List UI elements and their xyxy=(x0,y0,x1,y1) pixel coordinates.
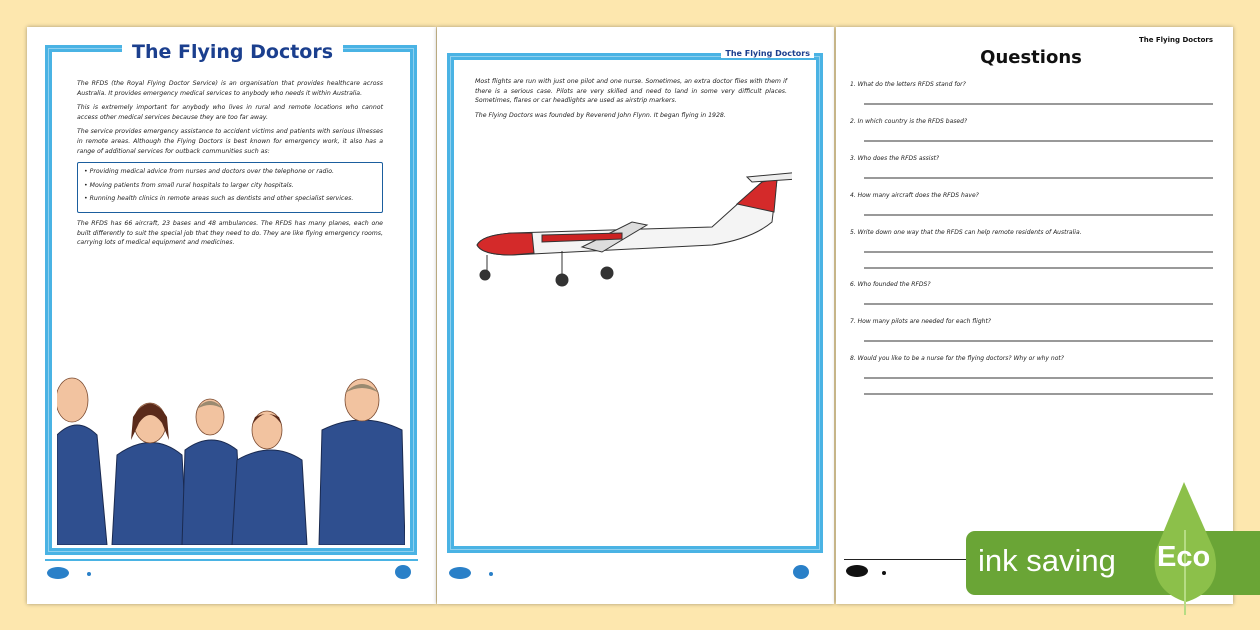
footer-rule xyxy=(844,559,974,560)
worksheet-page-1 xyxy=(27,27,436,604)
page-header: The Flying Doctors xyxy=(1138,36,1213,44)
article-text xyxy=(475,77,787,125)
bullet-item: • Moving patients from small rural hospitals to larger city hospitals. xyxy=(84,181,294,189)
footer-rule xyxy=(455,551,816,553)
question: 4. How many aircraft does the RFDS have? xyxy=(850,192,979,199)
question: 5. Write down one way that the RFDS can help remote residents of Australia. xyxy=(850,229,1082,236)
airplane-illustration xyxy=(472,167,792,292)
page-title: The Flying Doctors xyxy=(122,41,343,63)
question: 3. Who does the RFDS assist? xyxy=(850,155,940,162)
twinkl-logo xyxy=(846,565,868,577)
answer-line[interactable] xyxy=(864,251,1213,253)
dot xyxy=(882,571,886,575)
footer-rule xyxy=(45,559,418,561)
questions-title: Questions xyxy=(980,47,1082,68)
page-border xyxy=(447,53,823,553)
question: 7. How many pilots are needed for each flight? xyxy=(850,318,991,325)
twinkl-logo xyxy=(449,567,471,579)
badge-logo xyxy=(793,565,809,579)
worksheet-page-2 xyxy=(437,27,834,604)
dot xyxy=(489,572,493,576)
answer-line[interactable] xyxy=(864,303,1213,305)
paragraph: This is extremely important for anybody who lives in rural and remote locations who cannot access other medical services because they are too far away. xyxy=(77,104,383,121)
question: 2. In which country is the RFDS based? xyxy=(850,118,968,125)
question: 6. Who founded the RFDS? xyxy=(850,281,931,288)
article-text xyxy=(77,79,383,253)
question: 1. What do the letters RFDS stand for? xyxy=(850,81,966,88)
badge-logo xyxy=(395,565,411,579)
badge-label: ink saving xyxy=(978,543,1116,578)
answer-line[interactable] xyxy=(864,214,1213,216)
services-box xyxy=(77,162,383,213)
medical-staff-illustration xyxy=(57,345,405,545)
paragraph: The RFDS has 66 aircraft, 23 bases and 48 ambulances. The RFDS has many planes, each one built differently to suit the special job that they need to do. They are like flying emergency rooms, carrying lots of medical equipment and medicines. xyxy=(77,219,383,247)
paragraph: The RFDS (the Royal Flying Doctor Service) is an organisation that provides healthcare across Australia. It provides emergency medical services to anybody who needs it within Australia. xyxy=(77,80,383,97)
paragraph: Most flights are run with just one pilot and one nurse. Sometimes, an extra doctor flies with them if there is a serious case. Pilots are very skilled and need to land in some very difficult places. Sometimes, flares or car headlights are used as airstrip markers. xyxy=(475,78,787,105)
eco-label: Eco xyxy=(1157,541,1211,573)
question: 8. Would you like to be a nurse for the flying doctors? Why or why not? xyxy=(850,355,1064,362)
page-header: The Flying Doctors xyxy=(721,49,814,58)
answer-line[interactable] xyxy=(864,103,1213,105)
paragraph: The service provides emergency assistance to accident victims and patients with serious illnesses in remote areas. Although the Flying Doctors is best known for emergency work, it also has a range of additional services for outback communities such as: xyxy=(77,128,383,155)
answer-line[interactable] xyxy=(864,340,1213,342)
answer-line[interactable] xyxy=(864,140,1213,142)
dot xyxy=(87,572,91,576)
twinkl-logo xyxy=(47,567,69,579)
bullet-item: • Running health clinics in remote areas such as dentists and other specialist services. xyxy=(84,195,354,203)
bullet-item: • Providing medical advice from nurses and doctors over the telephone or radio. xyxy=(84,168,334,176)
answer-line[interactable] xyxy=(864,393,1213,395)
answer-line[interactable] xyxy=(864,177,1213,179)
paragraph: The Flying Doctors was founded by Reverend John Flynn. It began flying in 1928. xyxy=(475,111,726,119)
answer-line[interactable] xyxy=(864,267,1213,269)
answer-line[interactable] xyxy=(864,377,1213,379)
